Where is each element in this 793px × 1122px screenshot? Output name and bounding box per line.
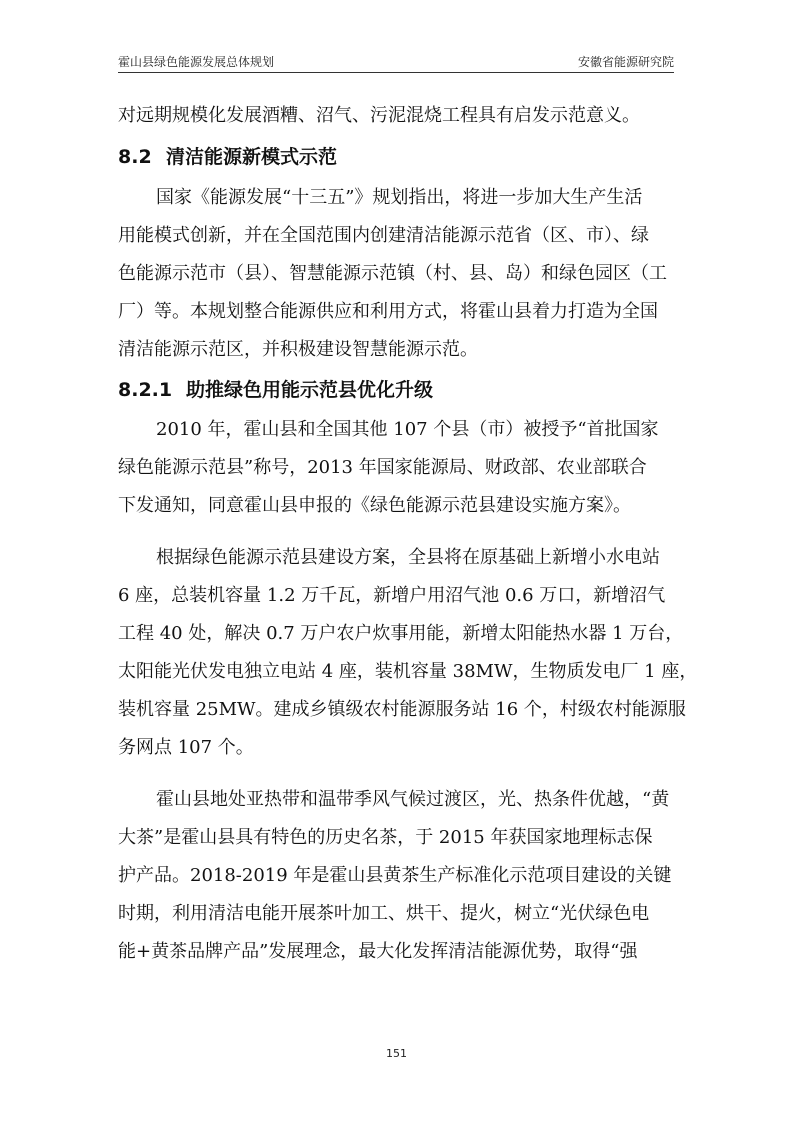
page-header: [118, 52, 674, 72]
paragraph-line: 工程 40 处，解决 0.7 万户农户炊事用能，新增太阳能热水器 1 万台，: [118, 623, 684, 644]
subsection-number: 8.2.1: [118, 379, 173, 401]
paragraph-line: 太阳能光伏发电独立电站 4 座，装机容量 38MW，生物质发电厂 1 座，: [118, 661, 698, 682]
organization-name: 安徽省能源研究院: [577, 55, 674, 69]
paragraph-line: 根据绿色能源示范县建设方案，全县将在原基础上新增小水电站: [156, 547, 660, 568]
paragraph-line: 厂）等。本规划整合能源供应和利用方式，将霍山县着力打造为全国: [118, 301, 658, 322]
paragraph-line: 下发通知，同意霍山县申报的《绿色能源示范县建设实施方案》。: [118, 495, 631, 516]
subsection-heading: [118, 369, 678, 411]
document-title: 霍山县绿色能源发展总体规划: [118, 55, 275, 69]
section-title: 清洁能源新模式示范: [166, 146, 338, 168]
paragraph-line: 绿色能源示范县”称号，2013 年国家能源局、财政部、农业部联合: [118, 457, 647, 478]
paragraph-demonstration-county: [118, 411, 678, 525]
paragraph-line: 能+黄茶品牌产品”发展理念，最大化发挥清洁能源优势，取得“强: [118, 941, 638, 962]
subsection-title: 助推绿色用能示范县优化升级: [186, 379, 434, 401]
paragraph-line: 大茶”是霍山县具有特色的历史名茶，于 2015 年获国家地理标志保: [118, 827, 653, 848]
paragraph-line: 护产品。2018-2019 年是霍山县黄茶生产标准化示范项目建设的关键: [118, 865, 672, 886]
paragraph-construction-plan: [118, 539, 698, 767]
paragraph-line: 务网点 107 个。: [118, 737, 254, 758]
paragraph-gap: [118, 767, 678, 781]
section-number: 8.2: [118, 146, 152, 168]
page-number: 151: [386, 1047, 407, 1060]
paragraph-line: 装机容量 25MW。建成乡镇级农村能源服务站 16 个，村级农村能源服: [118, 699, 686, 720]
paragraph-line: 6 座，总装机容量 1.2 万千瓦，新增户用沼气池 0.6 万口，新增沼气: [118, 585, 666, 606]
intro-line: 对远期规模化发展酒糟、沼气、污泥混烧工程具有启发示范意义。: [118, 105, 640, 126]
paragraph-yellow-tea: [118, 781, 678, 971]
paragraph-line: 霍山县地处亚热带和温带季风气候过渡区，光、热条件优越，“黄: [156, 789, 670, 810]
paragraph-gap: [118, 525, 678, 539]
paragraph-national-plan: [118, 179, 678, 369]
paragraph-line: 2010 年，霍山县和全国其他 107 个县（市）被授予“首批国家: [156, 419, 659, 440]
section-heading: [118, 135, 678, 179]
header-divider: [118, 72, 674, 73]
paragraph-line: 国家《能源发展“十三五”》规划指出，将进一步加大生产生活: [156, 187, 643, 208]
paragraph-line: 时期，利用清洁电能开展茶叶加工、烘干、提火，树立“光伏绿色电: [118, 903, 650, 924]
page-body: [118, 97, 698, 971]
paragraph-line: 色能源示范市（县）、智慧能源示范镇（村、县、岛）和绿色园区（工: [118, 263, 667, 284]
paragraph-line: 清洁能源示范区，并积极建设智慧能源示范。: [118, 339, 478, 360]
paragraph-line: 用能模式创新，并在全国范围内创建清洁能源示范省（区、市）、绿: [118, 225, 649, 246]
